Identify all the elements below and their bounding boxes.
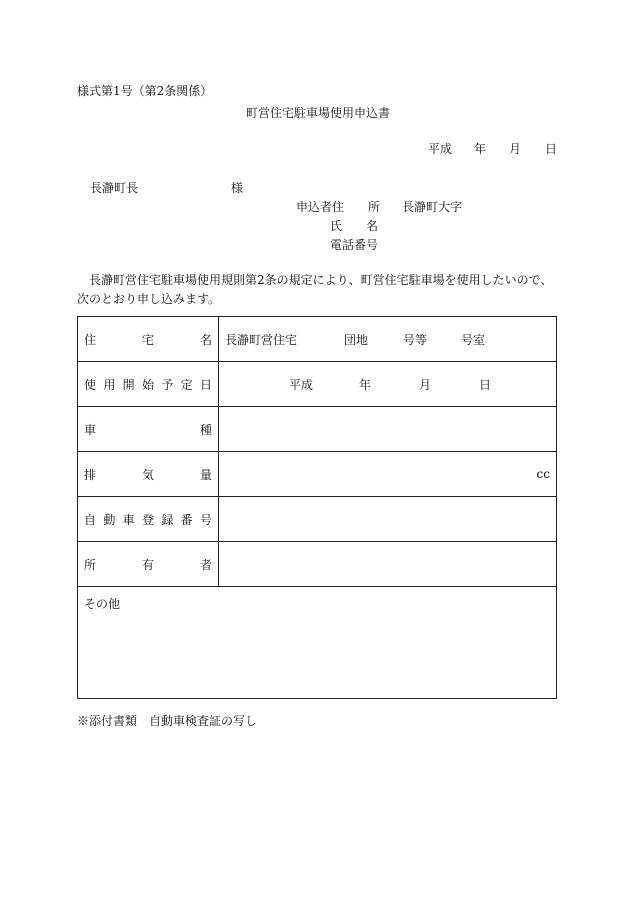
displacement-field[interactable]	[219, 452, 557, 497]
registration-number-field[interactable]	[219, 497, 557, 542]
table-row	[78, 452, 557, 497]
row-label-registration-number: 自 動 車 登 録 番 号	[78, 497, 219, 542]
other-label: その他	[84, 597, 121, 611]
date-day: 日	[545, 142, 558, 156]
row-label-vehicle-type: 車 種	[78, 407, 219, 452]
vehicle-type-field[interactable]	[219, 407, 557, 452]
row-label-start-date: 使 用 開 始 予 定 日	[78, 362, 219, 407]
table-row	[78, 497, 557, 542]
applicant-name-label: 氏 名	[330, 219, 379, 233]
start-date-field[interactable]: 平成 年 月 日	[219, 362, 557, 407]
document-title: 町営住宅駐車場使用申込書	[246, 106, 391, 120]
housing-name-field[interactable]: 長瀞町営住宅 団地 号等 号室	[219, 317, 557, 362]
owner-field[interactable]	[219, 542, 557, 587]
application-form-table	[77, 316, 557, 699]
addressee-honorific: 様	[231, 181, 244, 195]
table-row	[78, 542, 557, 587]
applicant-address-value: 長瀞町大字	[402, 200, 463, 214]
row-label-housing-name: 住 宅 名	[78, 317, 219, 362]
applicant-phone-label: 電話番号	[330, 238, 379, 252]
table-row	[78, 407, 557, 452]
attachment-note: ※添付書類 自動車検査証の写し	[77, 714, 258, 728]
date-era: 平成	[428, 142, 453, 156]
other-field[interactable]	[78, 587, 557, 699]
applicant-address-label: 申込者住 所	[296, 200, 381, 214]
row-label-owner: 所 有 者	[78, 542, 219, 587]
form-number: 様式第1号（第2条関係）	[77, 84, 213, 98]
date-year: 年	[474, 142, 487, 156]
table-row	[78, 587, 557, 699]
date-month: 月	[509, 142, 522, 156]
application-statement: 長瀞町営住宅駐車場使用規則第2条の規定により、町営住宅駐車場を使用したいので、次のとおり申し込みます。	[77, 273, 553, 306]
table-row	[78, 317, 557, 362]
addressee-name: 長瀞町長	[90, 181, 139, 195]
table-row	[78, 362, 557, 407]
row-label-displacement: 排 気 量	[78, 452, 219, 497]
displacement-unit: cc	[536, 467, 550, 481]
